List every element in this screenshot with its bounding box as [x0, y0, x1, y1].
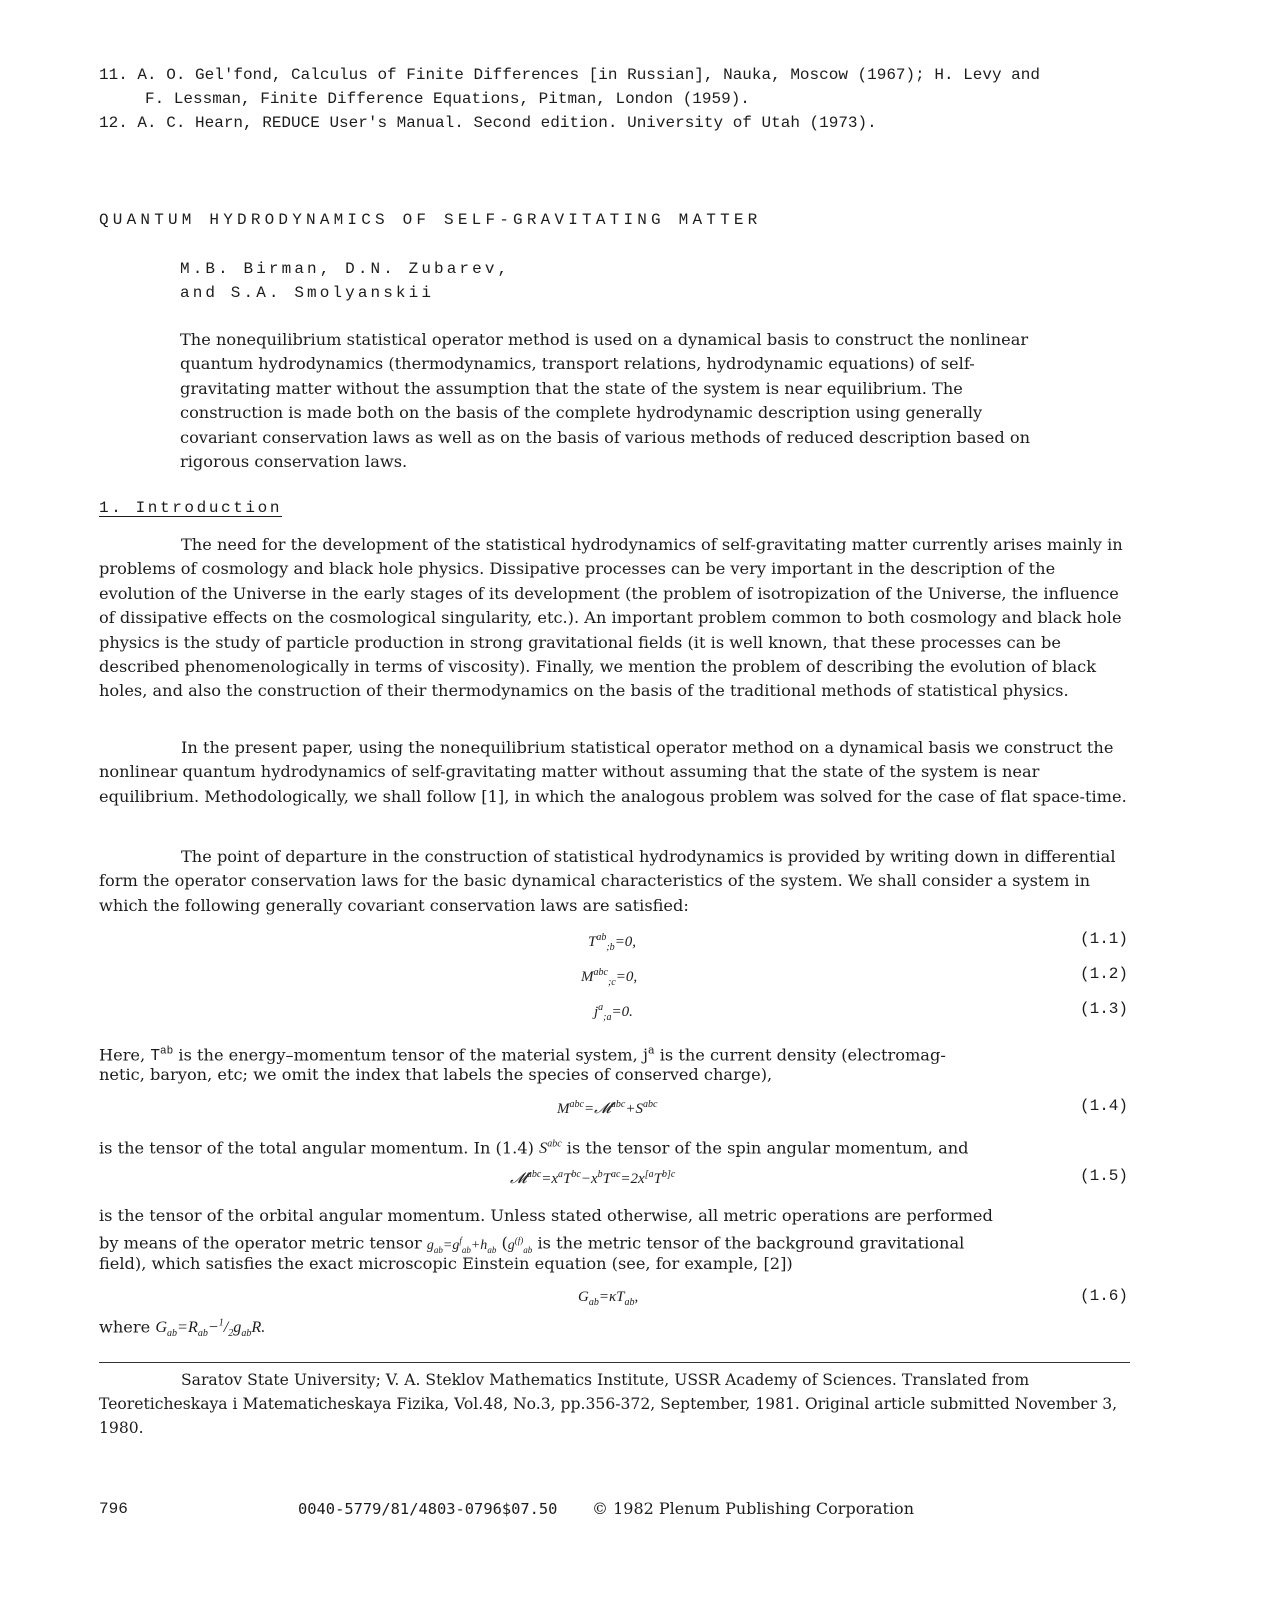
here-text-2: is the current density (electromag-	[659, 1045, 946, 1065]
article-code: 0040-5779/81/4803-0796$07.50	[298, 1500, 558, 1518]
copyright-notice: © 1982 Plenum Publishing Corporation	[592, 1499, 914, 1518]
equation-1-5: $𝓜^{abc}=x^aT^{bc}-x^bT^{ac}=2x^{[a}T^{b]c}$	[510, 1169, 676, 1187]
where-line: where $G_{ab}=R_{ab}-^1/_2g_{ab}R$.	[99, 1317, 266, 1340]
equation-number-1-3: (1.3)	[1079, 1000, 1128, 1018]
after-eq5-text-b: by means of the operator metric tensor	[99, 1233, 422, 1253]
authors-line-2: and S.A. Smolyanskii	[180, 284, 435, 302]
reference-11-continued: F. Lessman, Finite Difference Equations, Pitman, London (1959).	[145, 90, 750, 108]
after-eq5-text-c: is the metric tensor of the background gravitational	[537, 1233, 965, 1253]
equation-1-6: $G_{ab}=\kappa T_{ab}$,	[578, 1289, 639, 1308]
here-text-1: is the energy–momentum tensor of the material system,	[178, 1045, 638, 1065]
article-title: QUANTUM HYDRODYNAMICS OF SELF-GRAVITATING MATTER	[99, 211, 762, 229]
equation-1-3: $j^a_{;a}=0$.	[594, 1002, 633, 1023]
page-number: 796	[99, 1500, 128, 1518]
abstract: The nonequilibrium statistical operator method is used on a dynamical basis to construct the nonlinear quantum hydrodynamics (thermodynamics, transport relations, hydrodynamic equations) of self-gravitating matter without the assumption that the state of the system is near equilibrium. The construction is made both on the basis of the complete hydrodynamic description using generally covariant conservation laws as well as on the basis of various methods of reduced description based on rigorous conservation laws.	[180, 330, 1031, 472]
here-line-1: Here, $T^{ab}$ is the energy–momentum tensor of the material system, $j^a$ is the current density (electromag-	[99, 1044, 946, 1066]
authors-line-1: M.B. Birman, D.N. Zubarev,	[180, 260, 511, 278]
after-eq4-text-a: is the tensor of the total angular momentum. In (1.4)	[99, 1138, 534, 1158]
equation-number-1-5: (1.5)	[1079, 1167, 1128, 1185]
footnote-rule	[99, 1362, 1130, 1363]
after-eq5-line-3: field), which satisfies the exact microscopic Einstein equation (see, for example, [2])	[99, 1254, 793, 1273]
reference-11: 11. A. O. Gel'fond, Calculus of Finite Differences [in Russian], Nauka, Moscow (1967); H. Levy and	[99, 66, 1040, 84]
section-heading: 1. Introduction	[99, 499, 283, 517]
after-eq4-text-b: is the tensor of the spin angular momentum, and	[566, 1138, 969, 1158]
footnote: Saratov State University; V. A. Steklov Mathematics Institute, USSR Academy of Sciences. Translated from Teoreticheskaya i Matematicheskaya Fizika, Vol.48, No.3, pp.356-372, September, 1981. Original article submitted November 3, 1980.	[99, 1371, 1118, 1437]
equation-1-2: $M^{abc}_{;c}=0$,	[581, 967, 638, 988]
equation-number-1-1: (1.1)	[1079, 930, 1128, 948]
after-eq4-line: is the tensor of the total angular momentum. In (1.4) $S^{abc}$ is the tensor of the spin angular momentum, and	[99, 1138, 969, 1158]
intro-paragraph-1: The need for the development of the statistical hydrodynamics of self-gravitating matter currently arises mainly in problems of cosmology and black hole physics. Dissipative processes can be very important in the description of the evolution of the Universe in the early stages of its development (the problem of isotropization of the Universe, the influence of dissipative effects on the cosmological singularity, etc.). An important problem common to both cosmology and black hole physics is the study of particle production in strong gravitational fields (it is well known, that these processes can be described phenomenologically in terms of viscosity). Finally, we mention the problem of describing the evolution of black holes, and also the construction of their thermodynamics on the basis of the traditional methods of statistical physics.	[99, 535, 1123, 701]
here-line-2: netic, baryon, etc; we omit the index that labels the species of conserved charge),	[99, 1065, 773, 1084]
intro-paragraph-2: In the present paper, using the nonequilibrium statistical operator method on a dynamical basis we construct the nonlinear quantum hydrodynamics of self-gravitating matter without assuming that the state of the system is near equilibrium. Methodologically, we shall follow [1], in which the analogous problem was solved for the case of flat space-time.	[99, 738, 1127, 806]
equation-number-1-6: (1.6)	[1079, 1287, 1128, 1305]
reference-12: 12. A. C. Hearn, REDUCE User's Manual. Second edition. University of Utah (1973).	[99, 114, 877, 132]
intro-paragraph-3: The point of departure in the construction of statistical hydrodynamics is provided by writing down in differential form the operator conservation laws for the basic dynamical characteristics of the system. We shall consider a system in which the following generally covariant conservation laws are satisfied:	[99, 847, 1116, 915]
after-eq5-line-1: is the tensor of the orbital angular momentum. Unless stated otherwise, all metric operations are performed	[99, 1206, 993, 1225]
after-eq5-line-2: by means of the operator metric tensor $g_{ab}=g^f_{ab}+h_{ab}$ ($g^{(f)}_{ab}$ is the metric tensor of the background gravitational	[99, 1233, 965, 1255]
where-text: where	[99, 1317, 151, 1337]
equation-1-1: $T^{ab}_{;b}=0$,	[588, 932, 637, 953]
equation-number-1-4: (1.4)	[1079, 1097, 1128, 1115]
equation-1-4: $M^{abc}=𝓜^{abc}+S^{abc}$	[557, 1099, 658, 1117]
equation-number-1-2: (1.2)	[1079, 965, 1128, 983]
